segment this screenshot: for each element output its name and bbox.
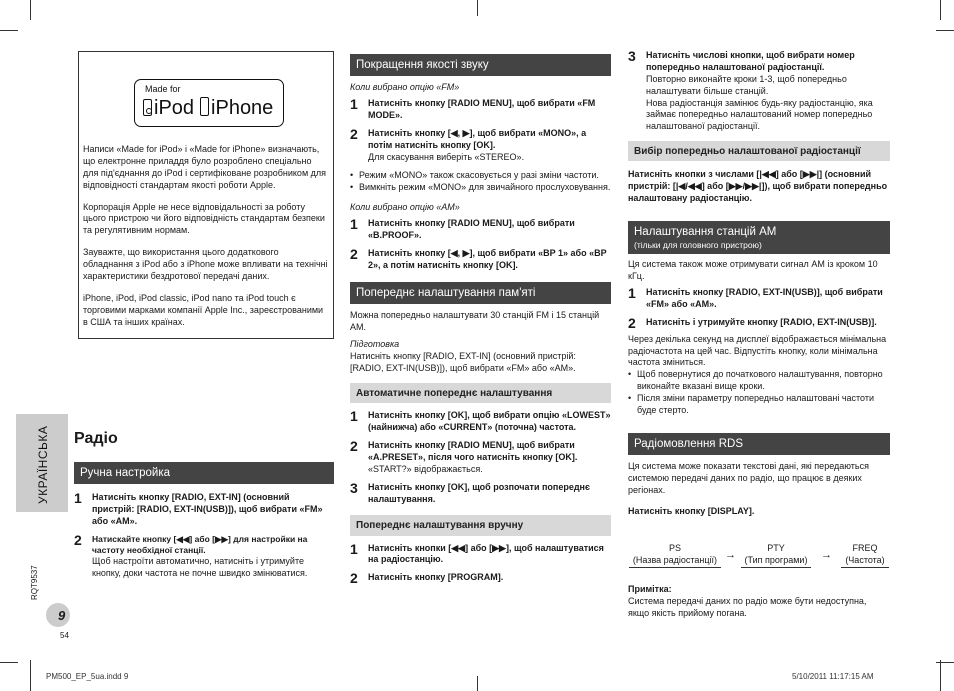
crop-mark xyxy=(940,0,941,20)
page-number: 9 xyxy=(58,608,66,623)
step-item: 1 Натисніть кнопку [RADIO MENU], щоб вибрати «FM MODE». xyxy=(350,96,596,120)
bullet-item: • Після зміни параметру попередньо налаштовані частоти буде стерто. xyxy=(628,393,890,417)
crop-mark xyxy=(936,662,954,663)
right-column xyxy=(628,50,890,518)
fm-condition: Коли вибрано опцію «FM» xyxy=(350,82,460,93)
rds-instruction: Натисніть кнопку [DISPLAY]. xyxy=(628,505,755,516)
paragraph: Натисніть кнопки з числами [|◀◀] або [▶▶|] (основний пристрій: [|◀/◀◀] або [▶▶/▶▶|]), щоб вибрати попередньо налаштовану радіостанцію. xyxy=(628,169,888,204)
step-item: 2 Натисніть і утримуйте кнопку [RADIO, EXT-IN(USB)]. xyxy=(628,314,877,331)
bullet-item: • Вимкніть режим «MONO» для звичайного прослуховування. xyxy=(350,182,611,194)
logo-iphone: iPhone xyxy=(211,97,274,119)
footer-date: 5/10/2011 11:17:15 AM xyxy=(792,672,874,681)
crop-mark xyxy=(30,660,31,691)
crop-mark xyxy=(30,0,31,20)
paragraph: Через декілька секунд на дисплеї відображається мінімальна радіочастота на цей час. Відпустіть кнопку, коли мінімальна частота зміниться. xyxy=(628,333,887,368)
rds-pty: PTY (Тип програми) xyxy=(741,543,811,568)
section-title: Радіо xyxy=(74,430,118,447)
made-for-ipod-iphone-logo xyxy=(134,79,284,127)
page-number-badge xyxy=(46,603,70,627)
logo-ipod: iPod xyxy=(154,97,195,119)
manual-preset-heading: Попереднє налаштування вручну xyxy=(350,515,611,535)
rds-freq: FREQ (Частота) xyxy=(841,543,889,568)
step-item: 1 Натисніть кнопки [◀◀] або [▶▶], щоб налаштуватися на радіостанцію. xyxy=(350,540,604,565)
step-item: 2 Натисніть кнопку [PROGRAM]. xyxy=(350,570,504,587)
paragraph: Ця система може показати текстові дані, які передаються системою передачі даних по радіо, що працює в деяких регіонах. xyxy=(628,461,869,495)
auto-preset-heading: Автоматичне попереднє налаштування xyxy=(350,383,611,403)
middle-column xyxy=(350,54,611,587)
iphone-icon xyxy=(200,97,209,116)
page-number-small: 54 xyxy=(60,631,69,640)
paragraph: Корпорація Apple не несе відповідальності за роботу цього пристрою чи його відповідність стандартам безпеки та регулятивним нормам. xyxy=(83,201,325,236)
language-tab xyxy=(16,414,68,512)
step-item: 2 Натискайте кнопку [◀◀] або [▶▶] для настройки на частоту необхідної станції. Щоб настроїти автоматично, натисніть і утримуйте кнопку, доки частота не почне швидко змінюватися. xyxy=(74,531,308,579)
step-item: 1 Натисніть кнопку [OK], щоб вибрати опцію «LOWEST» (найнижча) або «CURRENT» (поточна) частота. xyxy=(350,408,611,433)
language-label: УКРАЇНСЬКА xyxy=(36,425,50,504)
paragraph: Зауважте, що використання цього додаткового обладнання з iPod або з iPhone може впливати на технічні характеристики бездротової передачі даних. xyxy=(83,247,328,281)
crop-mark xyxy=(0,662,18,663)
preset-memory-heading: Попереднє налаштування пам'яті xyxy=(350,282,611,304)
note-block xyxy=(628,584,890,620)
paragraph: Можна попередньо налаштувати 30 станцій FM і 15 станцій AM. xyxy=(350,309,600,332)
document-code: RQT9537 xyxy=(30,565,39,600)
paragraph: Натисніть кнопку [RADIO, EXT-IN] (основний пристрій: [RADIO, EXT-IN(USB)]), щоб вибрати «FM» або «AM». xyxy=(350,351,576,374)
footer-file: PM500_EP_5ua.indd 9 xyxy=(46,672,129,681)
step-item: 2 Натисніть кнопку [◀, ▶], щоб вибрати «MONO», а потім натисніть кнопку [OK]. Для скасування виберіть «STEREO». xyxy=(350,125,587,162)
apple-notice-text xyxy=(83,144,329,328)
am-condition: Коли вибрано опцію «AM» xyxy=(350,202,460,213)
bullet-item: • Режим «MONO» також скасовується у разі зміни частоти. xyxy=(350,170,611,182)
crop-mark xyxy=(477,0,478,16)
radio-section xyxy=(74,428,334,580)
paragraph: iPhone, iPod, iPod classic, iPod nano та iPod touch є торговими марками компанії Apple Inc., зареєстрованими в США та інших країнах. xyxy=(83,292,324,327)
paragraph: Написи «Made for iPod» і «Made for iPhone» визначають, що електронне приладдя було розроблено спеціально для під'єднання до iPod і сертифіковане розробником для відповідності стандартам якості роботи Apple. xyxy=(83,144,327,190)
step-item: 3 Натисніть кнопку [OK], щоб розпочати попереднє налаштування. xyxy=(350,479,590,504)
step-item: 1 Натисніть кнопку [RADIO MENU], щоб вибрати «B.PROOF». xyxy=(350,216,575,240)
apple-notice-box xyxy=(78,51,334,339)
rds-ps: PS (Назва радіостанції) xyxy=(629,543,721,568)
note-label: Примітка: xyxy=(628,584,672,594)
crop-mark xyxy=(0,30,18,31)
crop-mark xyxy=(936,30,954,31)
paragraph: Ця система також може отримувати сигнал AM із кроком 10 кГц. xyxy=(628,259,878,282)
crop-mark xyxy=(477,676,478,691)
step-item: 2 Натисніть кнопку [◀, ▶], щоб вибрати «BP 1» або «BP 2», а потім натисніть кнопку [OK]. xyxy=(350,245,607,270)
am-tuning-heading: Налаштування станцій AM (тільки для головного пристрою) xyxy=(628,221,890,254)
step-item: 2 Натисніть кнопку [RADIO MENU], щоб вибрати «A.PRESET», після чого натисніть кнопку [OK]. «START?» відображається. xyxy=(350,438,578,474)
crop-mark xyxy=(940,660,941,691)
arrow-right-icon: → xyxy=(821,549,832,561)
rds-display-cycle xyxy=(629,543,889,571)
rds-heading: Радіомовлення RDS xyxy=(628,433,890,455)
step-item: 1 Натисніть кнопку [RADIO, EXT-IN] (основний пристрій: [RADIO, EXT-IN(USB)]), щоб вибрати «FM» або «AM». xyxy=(74,490,323,527)
manual-tuning-heading: Ручна настройка xyxy=(74,462,334,484)
step-item: 1 Натисніть кнопку [RADIO, EXT-IN(USB)], щоб вибрати «FM» або «AM». xyxy=(628,285,883,309)
ipod-icon xyxy=(143,99,152,116)
arrow-right-icon: → xyxy=(725,549,736,561)
preparation-label: Підготовка xyxy=(350,339,400,350)
bullet-item: • Щоб повернутися до початкового налаштування, повторно виконайте вказані вище кроки. xyxy=(628,369,890,393)
note-text: Система передачі даних по радіо може бути недоступна, якщо якість прийому погана. xyxy=(628,595,867,618)
select-preset-heading: Вибір попередньо налаштованої радіостанції xyxy=(628,141,890,161)
logo-made-for: Made for xyxy=(145,84,181,94)
sound-quality-heading: Покращення якості звуку xyxy=(350,54,611,76)
step-item: 3 Натисніть числові кнопки, щоб вибрати номер попередньо налаштованої радіостанції. Повторно виконайте кроки 1-3, щоб попередньо налаштувати більше станцій. Нова радіостанція замінює будь-яку радіостанцію, яка займає попередньо налаштований номер попередньо налаштованої радіостанції. xyxy=(628,48,873,132)
